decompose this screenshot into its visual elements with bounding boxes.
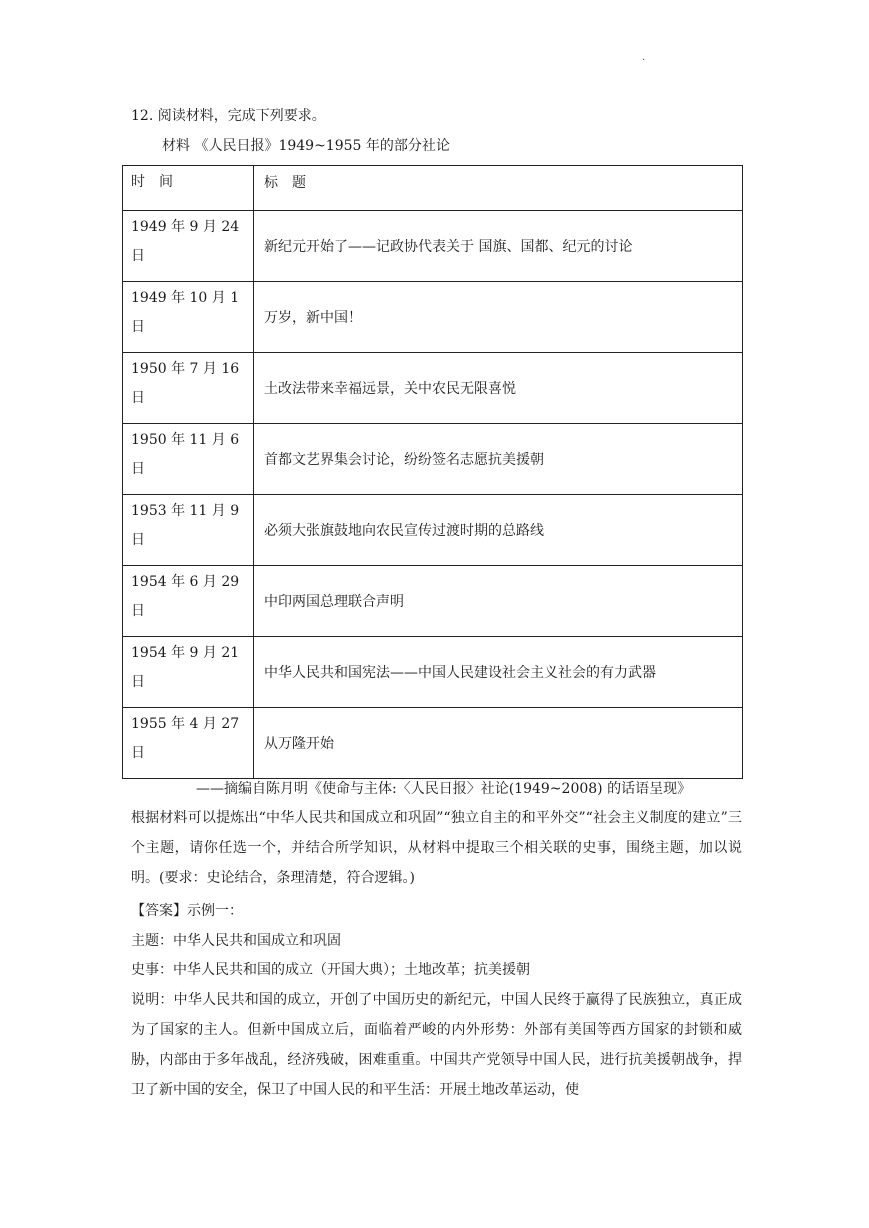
- row-date: 1954 年 9 月 21 日: [123, 637, 254, 708]
- table-row: [123, 424, 743, 495]
- answer-explanation: 说明：中华人民共和国的成立，开创了中国历史的新纪元，中国人民终于赢得了民族独立，真正成为了国家的主人。但新中国成立后，面临着严峻的内外形势：外部有美国等西方国家的封锁和威胁，内部由于多年战乱，经济残破，困难重重。中国共产党领导中国人民，进行抗美援朝战争，捍卫了新中国的安全，保卫了中国人民的和平生活：开展土地改革运动，使: [131, 992, 742, 1098]
- row-date: 1954 年 6 月 29 日: [123, 566, 254, 637]
- table-row: [123, 211, 743, 282]
- table-row: [123, 637, 743, 708]
- material-title: 材料 《人民日报》1949~1955 年的部分社论: [162, 138, 450, 154]
- row-date: 1950 年 7 月 16 日: [123, 353, 254, 424]
- row-title: 中华人民共和国宪法——中国人民建设社会主义社会的有力武器: [254, 637, 743, 708]
- row-title: 首都文艺界集会讨论，纷纷签名志愿抗美援朝: [254, 424, 743, 495]
- header-date: 时 间: [123, 166, 254, 211]
- row-title: 中印两国总理联合声明: [254, 566, 743, 637]
- table-row: [123, 708, 743, 779]
- row-title: 土改法带来幸福远景，关中农民无限喜悦: [254, 353, 743, 424]
- row-title: 万岁，新中国！: [254, 282, 743, 353]
- table-row: [123, 495, 743, 566]
- corner-mark: .: [642, 52, 646, 63]
- requirement-text: 根据材料可以提炼出“中华人民共和国成立和巩固”“独立自主的和平外交”“社会主义制度的建立”三个主题，请你任选一个，并结合所学知识，从材料中提取三个相关联的史事，围绕主题，加以说明。(要求：史论结合，条理清楚，符合逻辑。): [131, 810, 742, 886]
- row-date: 1949 年 9 月 24 日: [123, 211, 254, 282]
- table-row: [123, 353, 743, 424]
- table-row: [123, 282, 743, 353]
- table-row: [123, 566, 743, 637]
- answer-label: 【答案】示例一：: [131, 903, 243, 919]
- question-heading: 12. 阅读材料，完成下列要求。: [131, 108, 326, 124]
- editorial-table: [122, 165, 743, 779]
- row-date: 1955 年 4 月 27 日: [123, 708, 254, 779]
- source-citation: ——摘编自陈月明《使命与主体:〈人民日报〉社论(1949~2008) 的话语呈现》: [196, 781, 692, 797]
- answer-theme: 主题：中华人民共和国成立和巩固: [131, 933, 341, 949]
- row-date: 1953 年 11 月 9 日: [123, 495, 254, 566]
- row-title: 从万隆开始: [254, 708, 743, 779]
- answer-events: 史事：中华人民共和国的成立（开国大典）；土地改革；抗美援朝: [131, 962, 530, 978]
- header-title: 标 题: [254, 166, 743, 211]
- row-date: 1950 年 11 月 6 日: [123, 424, 254, 495]
- row-title: 新纪元开始了——记政协代表关于 国旗、国都、纪元的讨论: [254, 211, 743, 282]
- table-header-row: [123, 166, 743, 211]
- row-title: 必须大张旗鼓地向农民宣传过渡时期的总路线: [254, 495, 743, 566]
- row-date: 1949 年 10 月 1 日: [123, 282, 254, 353]
